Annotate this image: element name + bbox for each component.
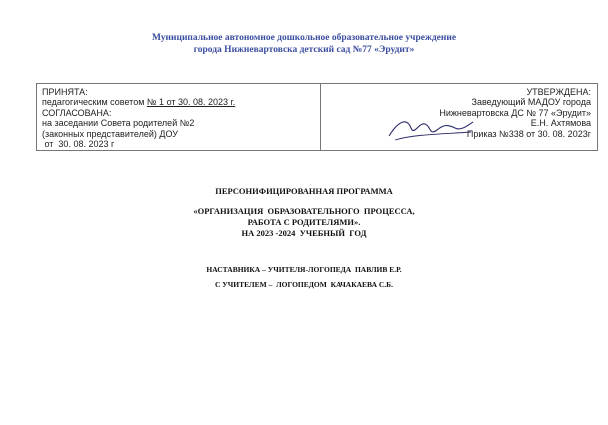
agreed-date: от 30. 08. 2023 г [42,139,115,150]
program-title: ПЕРСОНИФИЦИРОВАННАЯ ПРОГРАММА [215,186,393,196]
agreed-line1: на заседании Совета родителей №2 [42,118,195,129]
org-name-line2: города Нижневартовска детский сад №77 «Эрудит» [193,45,415,55]
mentor-line1: НАСТАВНИКА – УЧИТЕЛЯ-ЛОГОПЕДА ПАВЛИВ Е.Р. [206,265,402,274]
approval-stamp-table [36,83,598,151]
approved-line2: Нижневартовска ДС № 77 «Эрудит» [439,107,591,118]
stamp-divider [320,84,321,150]
council-number-date: № 1 от 30. 08. 2023 г. [146,97,236,108]
subtitle-line1: «ОРГАНИЗАЦИЯ ОБРАЗОВАТЕЛЬНОГО ПРОЦЕССА, [193,206,415,216]
mentor-block [0,262,608,292]
approved-line3: Е.Н. Ахтямова [530,118,591,129]
program-subtitle [0,206,608,239]
agreed-line2: (законных представителей) ДОУ [42,128,178,139]
organization-header [0,32,608,56]
accepted-block [42,87,314,149]
subtitle-line2: РАБОТА С РОДИТЕЛЯМИ». [247,217,361,227]
council-line [42,97,314,107]
subtitle-line3: НА 2023 -2024 УЧЕБНЫЙ ГОД [241,228,367,238]
council-prefix: педагогическим советом [42,97,147,108]
approved-line1: Заведующий МАДОУ города [471,97,591,108]
approved-title: УТВЕРЖДЕНА: [526,87,591,97]
handwritten-signature [385,114,475,144]
approved-line4: Приказ №338 от 30. 08. 2023г [466,128,591,139]
accepted-title: ПРИНЯТА: [42,87,88,97]
mentor-line2: С УЧИТЕЛЕМ – ЛОГОПЕДОМ КАЧАКАЕВА С.Б. [214,280,394,289]
org-name-line1: Муниципальное автономное дошкольное образовательное учреждение [151,33,457,43]
agreed-title: СОГЛАСОВАНА: [42,107,112,118]
